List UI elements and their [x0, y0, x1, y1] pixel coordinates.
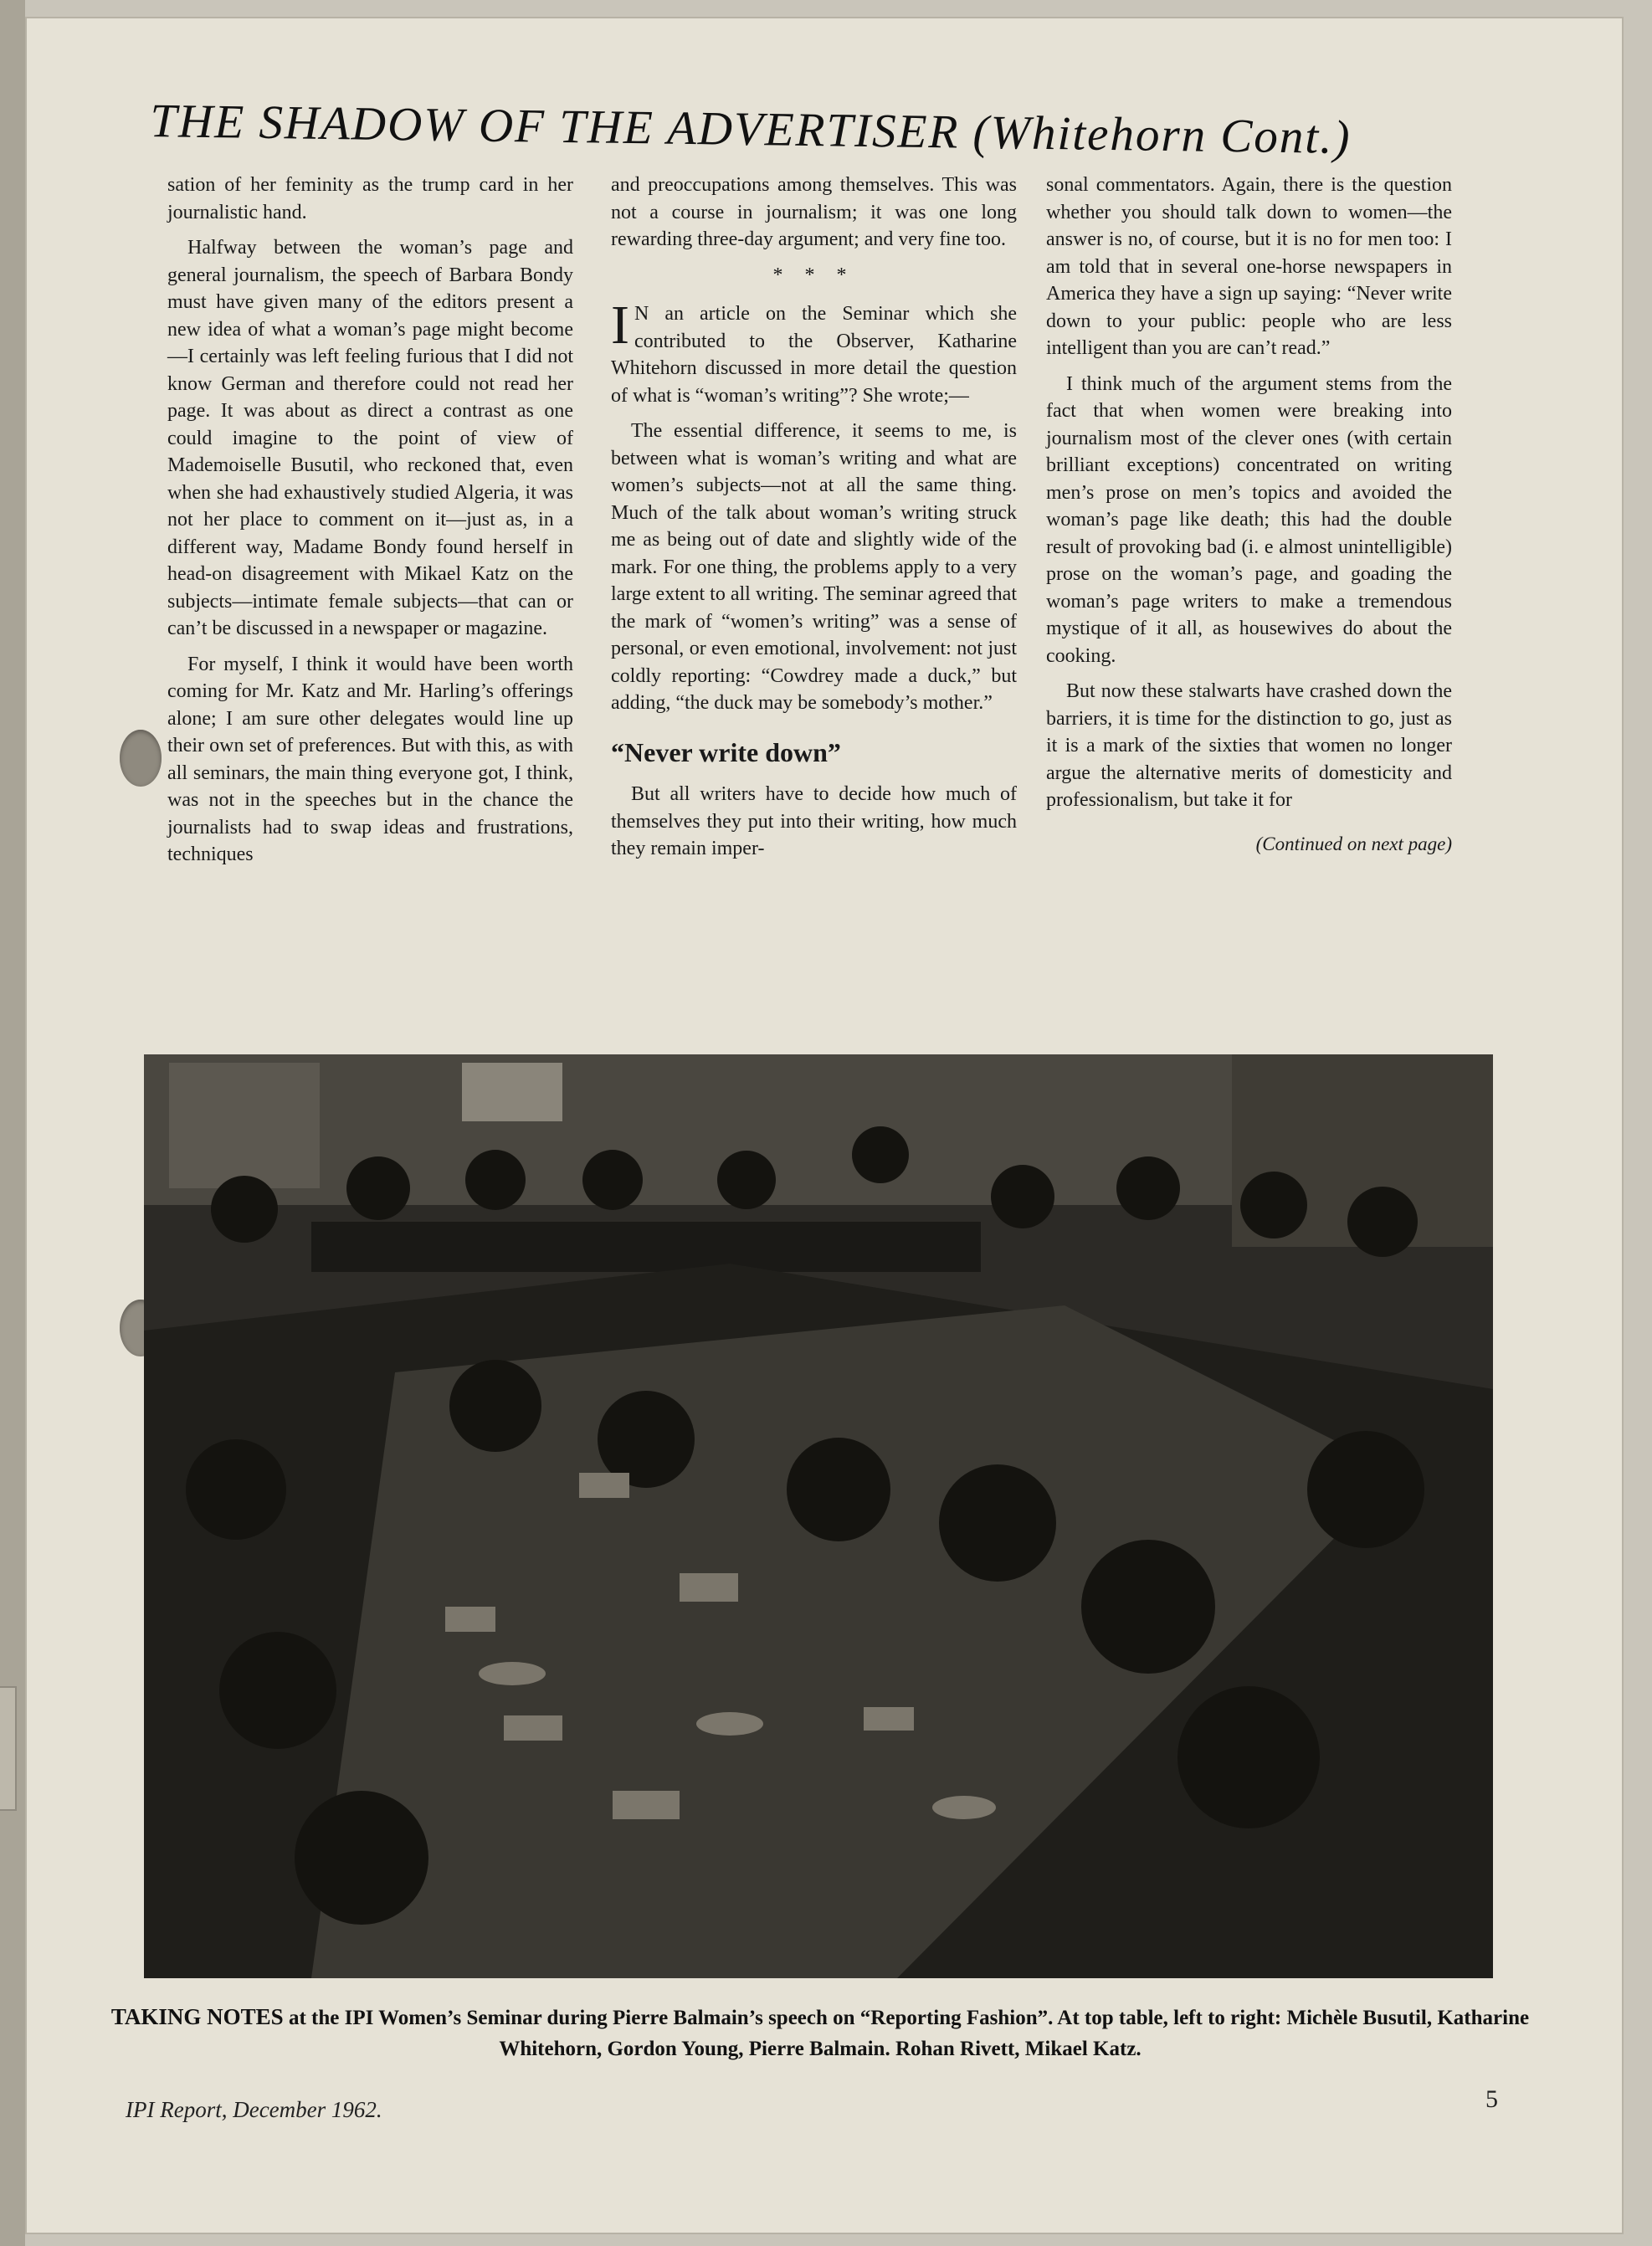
paragraph: The essential difference, it seems to me, is between what is woman’s writing and what are women’s subjects—not at all the same thing. Much of the talk about woman’s writing struck me as being out of date and slightly wide of the mark. For one thing, the problems apply to a very large extent to all writing. The seminar agreed that the mark of “women’s writing” was a sense of personal, or even emotional, involvement: not just coldly reporting: “Cowdrey made a duck,” but adding, “the duck may be somebody’s mother.”: [611, 420, 1017, 714]
paragraph: sation of her feminity as the trump card in her journalistic hand.: [167, 174, 573, 223]
seminar-photo: [144, 1054, 1493, 1978]
subheading: “Never write down”: [611, 736, 841, 767]
section-divider: * * *: [772, 264, 855, 286]
page-number: 5: [1485, 2085, 1498, 2113]
photo-caption: [109, 2002, 1531, 2064]
punch-hole: [120, 730, 162, 787]
caption-lead: TAKING NOTES: [110, 2004, 284, 2029]
article-column-1: [167, 172, 573, 877]
binding-staple: [0, 1686, 17, 1811]
caption-text: at the IPI Women’s Seminar during Pierre Balmain’s speech on “Reporting Fashion”. At top table, left to right: Michèle Busutil, Katharine Whitehorn, Gordon Young, Pierre Balmain. Rohan Rivett, Mikael Katz.: [283, 2007, 1530, 2060]
article-column-3: [1046, 172, 1452, 858]
photo-illustration: [144, 1054, 1493, 1978]
drop-cap: I: [611, 295, 629, 356]
continued-note: (Continued on next page): [1255, 833, 1452, 854]
paragraph: sonal commentators. Again, there is the question whether you should talk down to women—the answer is no, of course, but it is no for men too: I am told that in several one-horse newspapers in America they have a sign up saying: “Never write down to your public: people who are less intelligent than you are can’t read.”: [1046, 174, 1452, 359]
paragraph: and preoccupations among themselves. This was not a course in journalism; it was one long rewarding three-day argument; and very fine too.: [611, 174, 1017, 250]
paragraph: But all writers have to decide how much of themselves they put into their writing, how much they remain imper-: [611, 783, 1017, 859]
article-column-2: [611, 172, 1017, 871]
background-edge: [0, 0, 25, 2246]
paragraph-text: N an article on the Seminar which she contributed to the Observer, Katharine Whitehorn discussed in more detail the question of what is “woman’s writing”? She wrote;—: [611, 303, 1017, 407]
page-title: THE SHADOW OF THE ADVERTISER (Whitehorn Cont.): [150, 94, 1352, 165]
paragraph: Halfway between the woman’s page and general journalism, the speech of Barbara Bondy must have given many of the editors present a new idea of what a woman’s page might become—I certainly was left feeling furious that I did not know German and therefore could not read her page. It was about as direct a contrast as one could imagine to the point of view of Mademoiselle Busutil, who reckoned that, even when she had exhaustively studied Algeria, it was not her place to comment on it—just as, in a different way, Madame Bondy found herself in head-on disagreement with Mikael Katz on the subjects—intimate female subjects—that can or can’t be discussed in a newspaper or magazine.: [167, 237, 573, 639]
publication-footer: IPI Report, December 1962.: [126, 2097, 382, 2122]
paragraph: For myself, I think it would have been worth coming for Mr. Katz and Mr. Harling’s offerings alone; I am sure other delegates would line up their own set of preferences. But with this, as with all seminars, the main thing everyone got, I think, was not in the speeches but in the chance the journalists had to swap ideas and frustrations, techniques: [167, 653, 573, 865]
paragraph: But now these stalwarts have crashed down the barriers, it is time for the distinction to go, just as it is a mark of the sixties that women no longer argue the alternative merits of domesticity and professionalism, but take it for: [1046, 680, 1452, 811]
paragraph: [611, 295, 1017, 409]
paragraph: I think much of the argument stems from the fact that when women were breaking into journalism most of the clever ones (with certain brilliant exceptions) concentrated on writing men’s prose on men’s topics and avoided the woman’s page like death; this had the double result of provoking bad (i. e almost unintelligible) prose on the woman’s page, and goading the woman’s page writers to make a tremendous mystique of it all, as housewives do about the cooking.: [1046, 372, 1452, 667]
